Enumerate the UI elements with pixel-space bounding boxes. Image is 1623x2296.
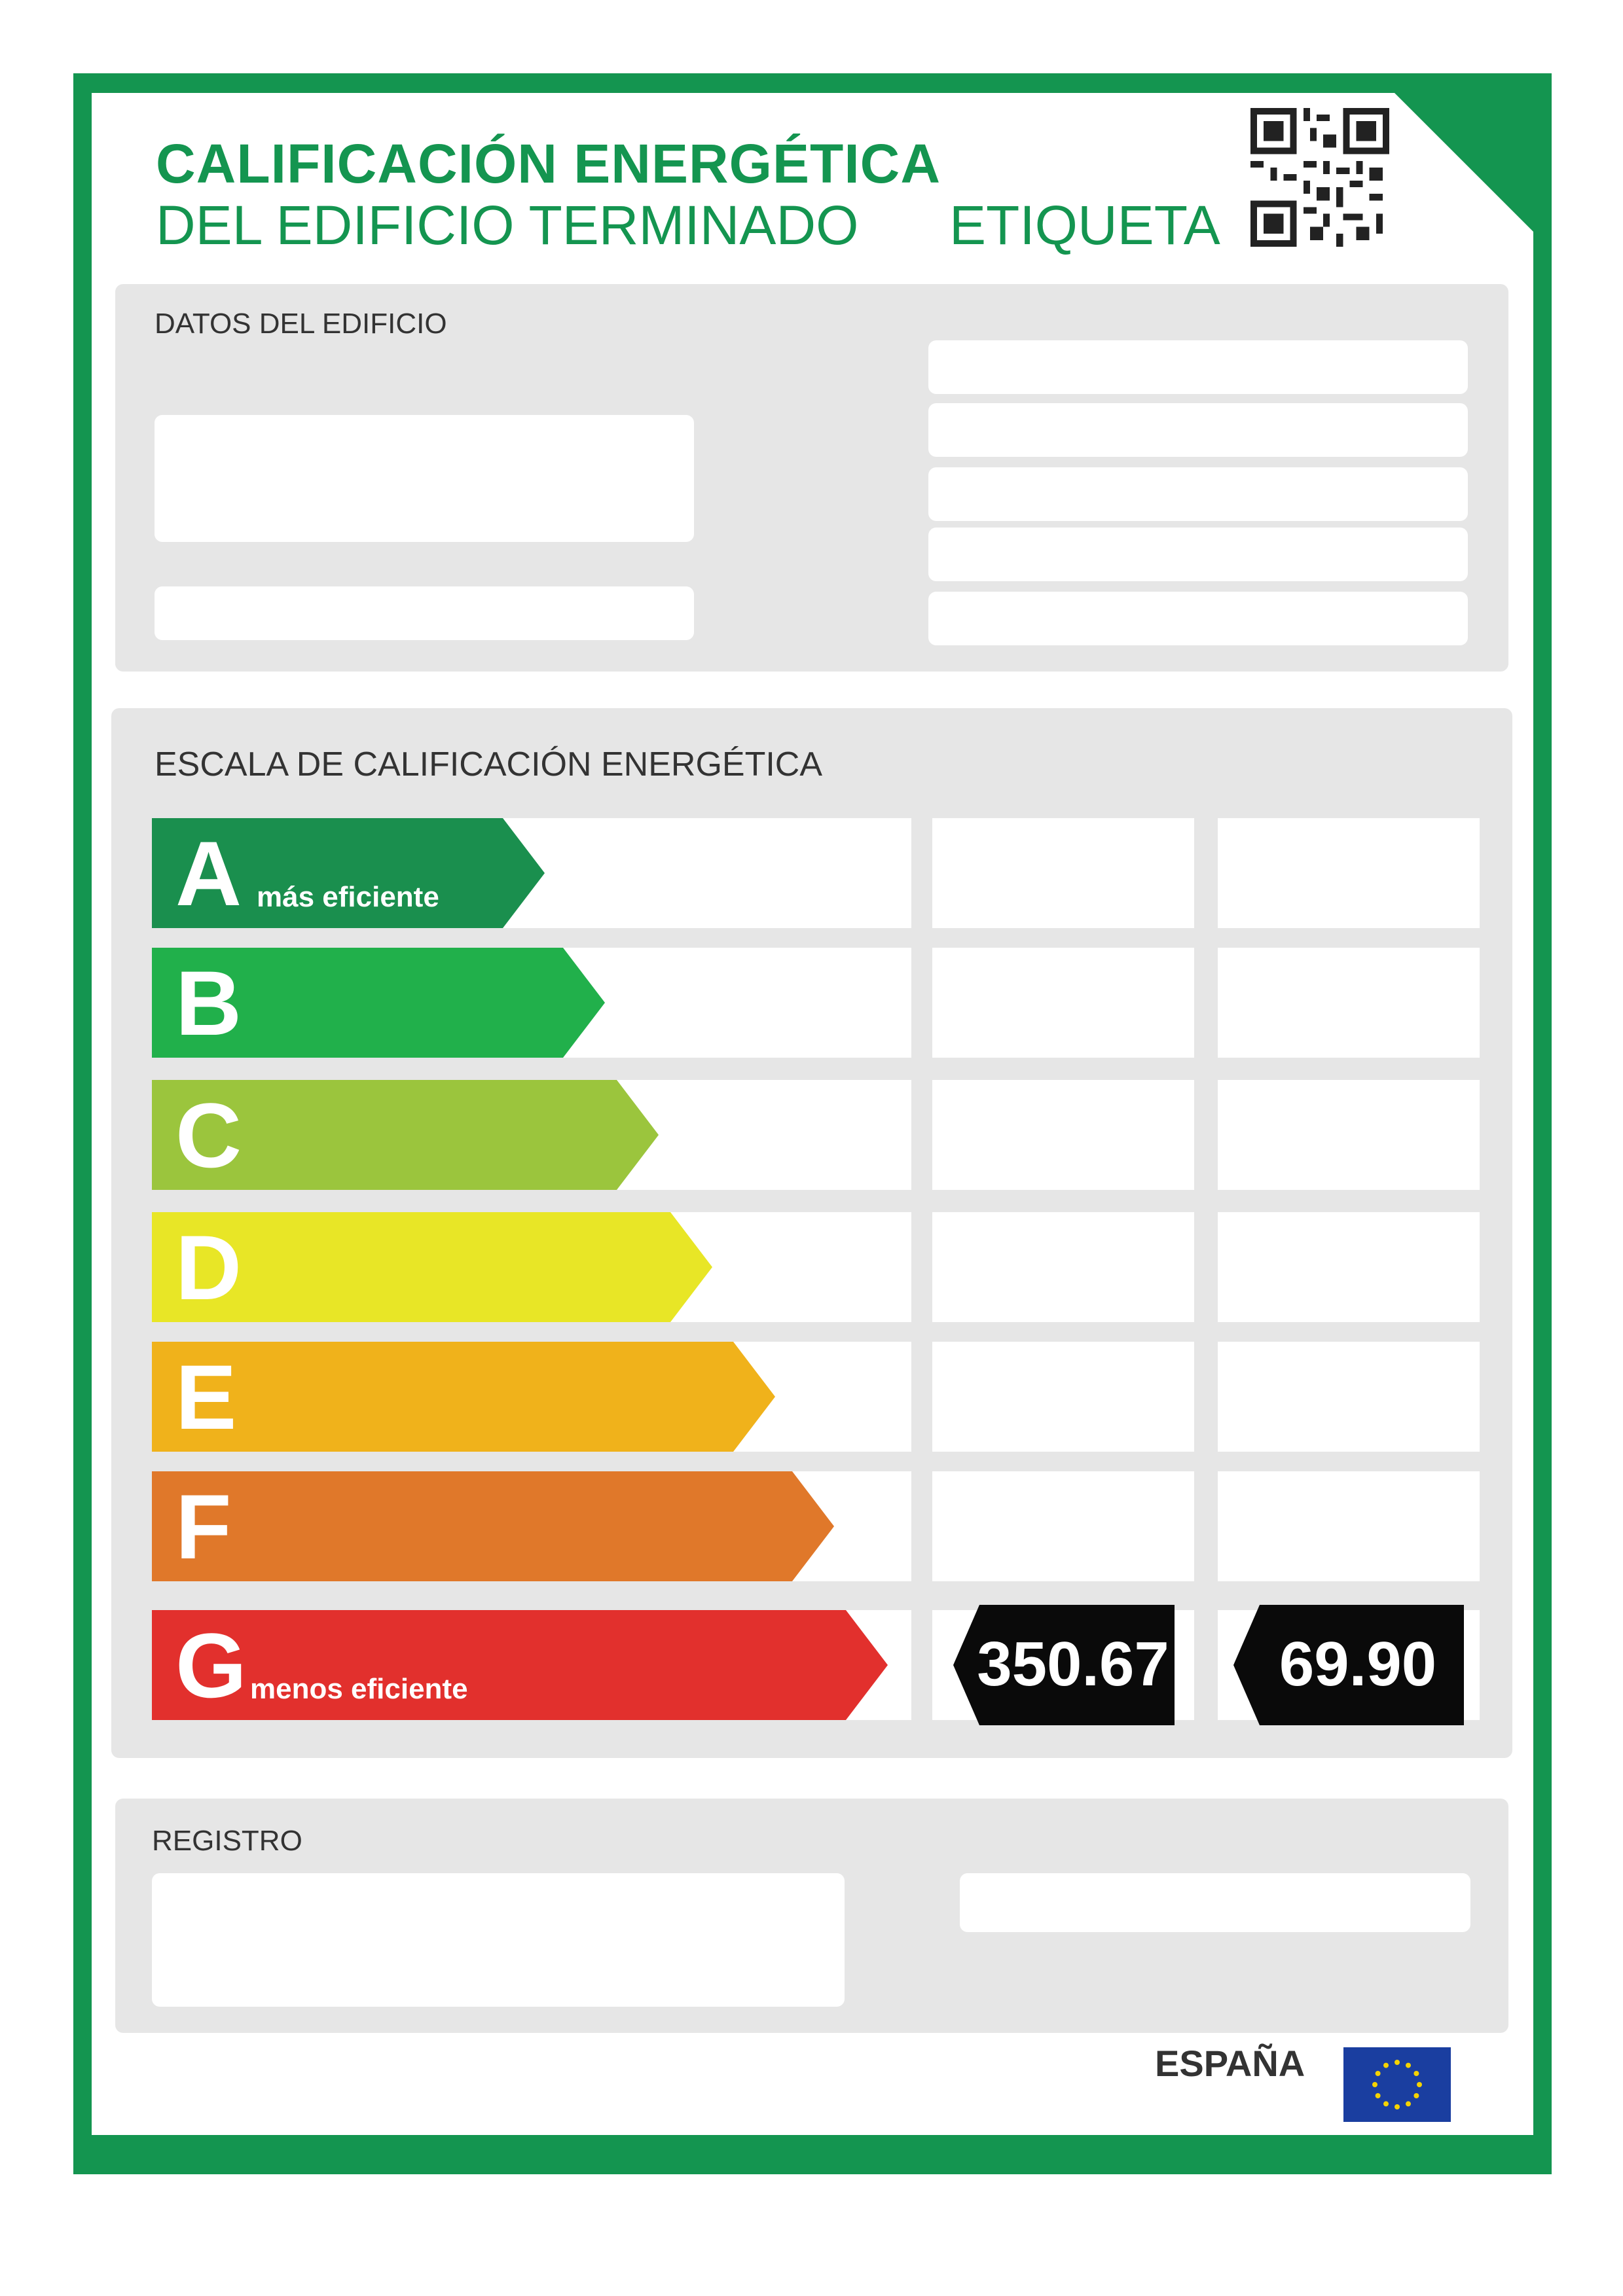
consumo-cell (932, 948, 1194, 1058)
grade-letter: F (175, 1475, 232, 1578)
emisiones-value-text: 69.90 (1279, 1629, 1437, 1699)
registro-date-field (960, 1873, 1470, 1932)
least-efficient-label: menos eficiente (250, 1673, 468, 1705)
consumo-cell (932, 1471, 1194, 1581)
ref-catastral-field (155, 586, 694, 640)
registro-section-title: REGISTRO (152, 1825, 302, 1857)
emisiones-cell (1218, 1212, 1480, 1322)
cp-field (928, 528, 1468, 581)
consumo-value-text: 350.67 (977, 1629, 1169, 1699)
emisiones-value-badge (1233, 1605, 1464, 1725)
grade-letter: B (175, 952, 242, 1054)
consumo-cell (932, 818, 1194, 928)
corner-triangle (1395, 93, 1533, 232)
consumo-value-badge (953, 1605, 1175, 1725)
comunidad-field (928, 592, 1468, 645)
emisiones-cell (1218, 1342, 1480, 1452)
qr-code-icon (1250, 108, 1389, 247)
grade-letter: C (175, 1084, 242, 1187)
municipio-field (928, 467, 1468, 521)
emisiones-cell (1218, 1080, 1480, 1190)
consumo-cell (932, 1212, 1194, 1322)
scale-section-title: ESCALA DE CALIFICACIÓN ENERGÉTICA (155, 745, 823, 783)
grade-letter: E (175, 1346, 237, 1448)
country-label: ESPAÑA (1155, 2043, 1305, 2084)
etiqueta-label: ETIQUETA (949, 194, 1220, 256)
eu-flag-icon (1343, 2047, 1451, 2122)
building-section-title: DATOS DEL EDIFICIO (155, 308, 447, 340)
grade-letter: A (175, 822, 242, 925)
consumo-cell (932, 1080, 1194, 1190)
most-efficient-label: más eficiente (257, 881, 439, 913)
emisiones-cell (1218, 818, 1480, 928)
title-line-1: CALIFICACIÓN ENERGÉTICA (156, 133, 941, 194)
tipo-edificio-field (928, 340, 1468, 394)
grade-letter: G (175, 1614, 247, 1717)
title-line-2: DEL EDIFICIO TERMINADO (156, 194, 859, 256)
emisiones-cell (1218, 1471, 1480, 1581)
grade-letter: D (175, 1216, 242, 1319)
direccion-field (928, 403, 1468, 457)
emisiones-cell (1218, 948, 1480, 1058)
registro-number-field (152, 1873, 845, 2007)
normativa-field (155, 415, 694, 542)
consumo-cell (932, 1342, 1194, 1452)
